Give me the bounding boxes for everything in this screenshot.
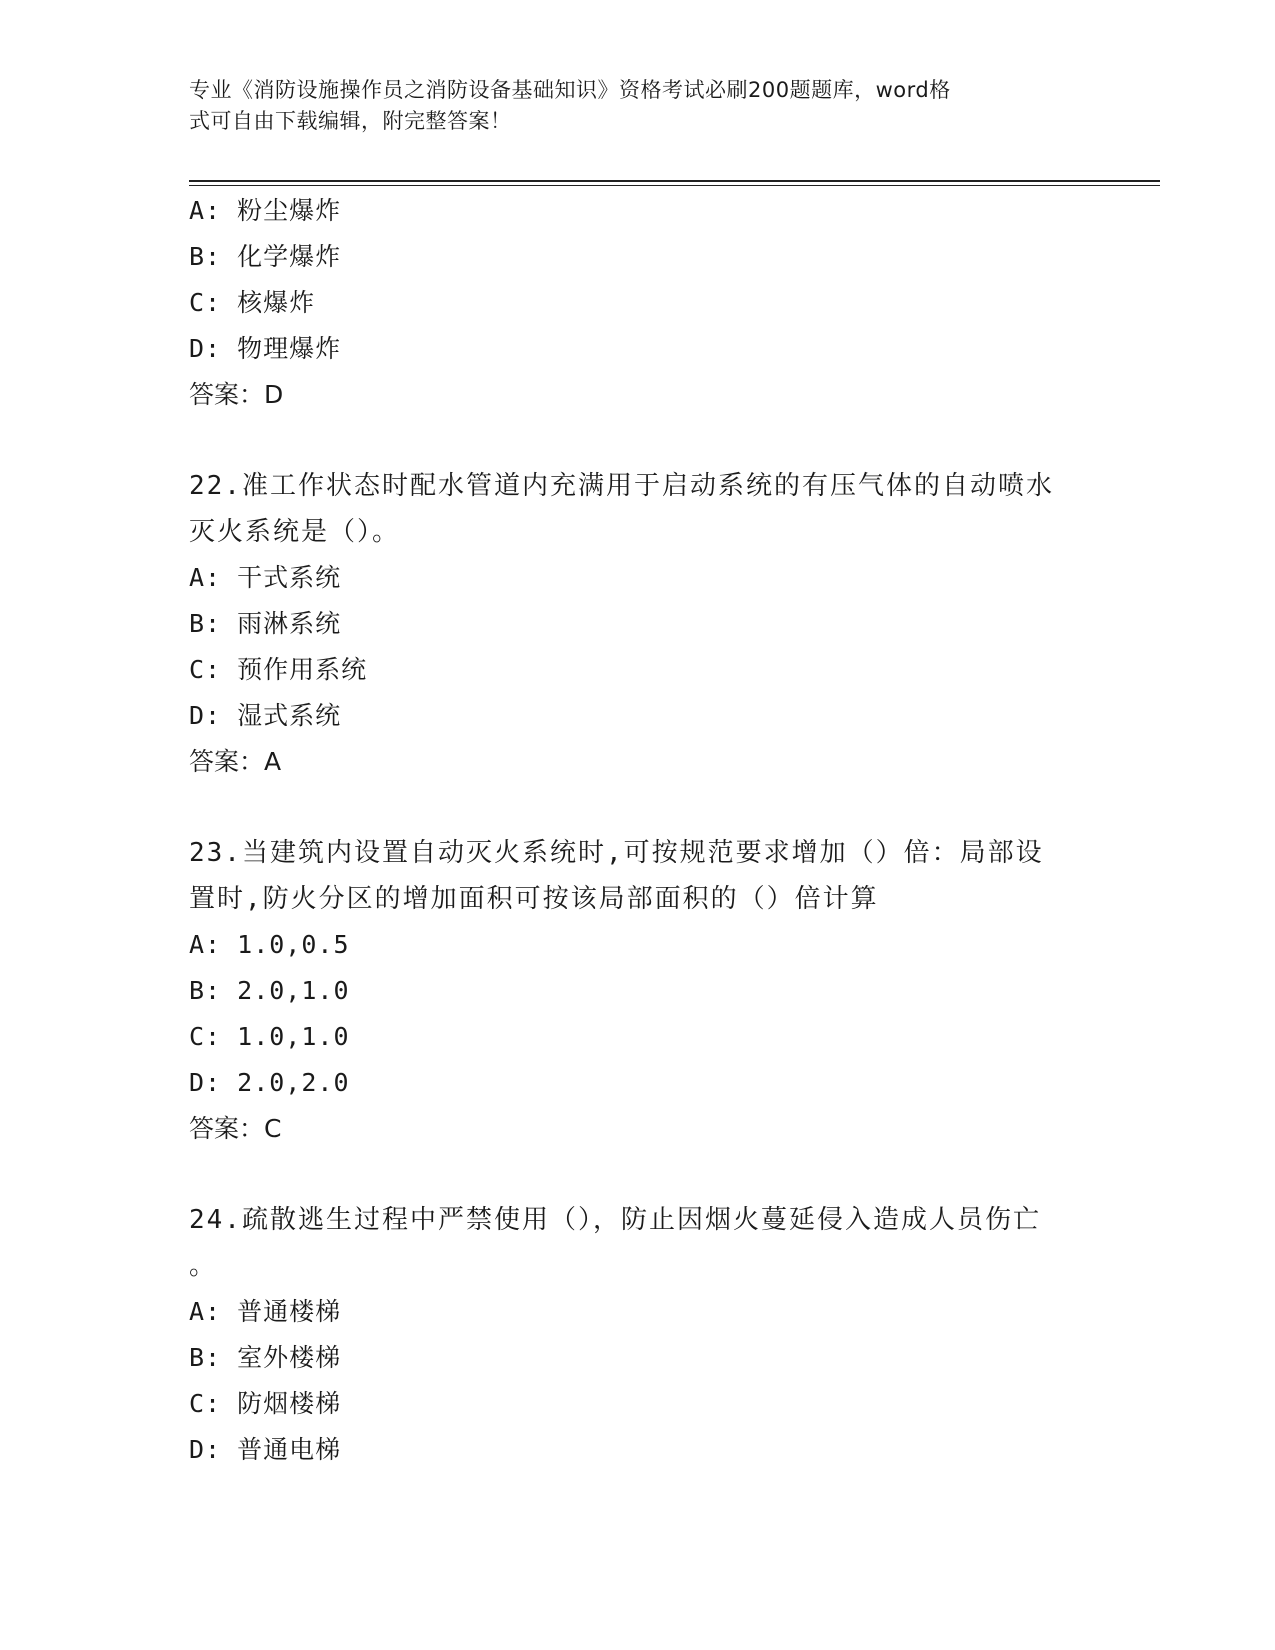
header-line-2: 式可自由下载编辑，附完整答案！ bbox=[189, 109, 512, 133]
question-24-block bbox=[189, 1197, 1109, 1473]
question-stem-line-2: 灭火系统是（）。 bbox=[189, 517, 401, 547]
answer-line: 答案：D bbox=[189, 380, 284, 409]
question-stem-line-2: 置时,防火分区的增加面积可按该局部面积的（）倍计算 bbox=[189, 884, 879, 914]
option-c: C: 防烟楼梯 bbox=[189, 1389, 342, 1418]
answer-line: 答案：A bbox=[189, 747, 282, 776]
option-a: A: 干式系统 bbox=[189, 563, 342, 592]
question-23-block bbox=[189, 830, 1109, 1152]
header-line-1: 专业《消防设施操作员之消防设备基础知识》资格考试必刷200题题库，word格 bbox=[189, 78, 951, 102]
option-b: B: 2.0,1.0 bbox=[189, 976, 350, 1005]
option-c: C: 1.0,1.0 bbox=[189, 1022, 350, 1051]
answer-line: 答案：C bbox=[189, 1114, 282, 1143]
header-rule-thin bbox=[189, 185, 1160, 186]
question-gap bbox=[189, 1152, 1109, 1197]
option-b: B: 室外楼梯 bbox=[189, 1343, 342, 1372]
option-b: B: 雨淋系统 bbox=[189, 609, 342, 638]
question-gap bbox=[189, 785, 1109, 830]
option-a: A: 普通楼梯 bbox=[189, 1297, 342, 1326]
question-stem-line-1: 23.当建筑内设置自动灭火系统时,可按规范要求增加（）倍：局部设 bbox=[189, 838, 1044, 868]
question-stem bbox=[189, 1197, 1089, 1289]
option-d: D: 2.0,2.0 bbox=[189, 1068, 350, 1097]
question-21-block bbox=[189, 188, 1109, 418]
question-stem-line-1: 22.准工作状态时配水管道内充满用于启动系统的有压气体的自动喷水 bbox=[189, 471, 1054, 501]
header-rule-thick bbox=[189, 180, 1160, 182]
question-stem bbox=[189, 830, 1089, 922]
option-c: C: 核爆炸 bbox=[189, 288, 316, 317]
question-list bbox=[189, 188, 1109, 1473]
option-d: D: 普通电梯 bbox=[189, 1435, 342, 1464]
option-d: D: 物理爆炸 bbox=[189, 334, 342, 363]
question-stem-line-2: 。 bbox=[189, 1251, 218, 1281]
option-c: C: 预作用系统 bbox=[189, 655, 368, 684]
question-stem bbox=[189, 463, 1089, 555]
question-gap bbox=[189, 418, 1109, 463]
option-d: D: 湿式系统 bbox=[189, 701, 342, 730]
option-b: B: 化学爆炸 bbox=[189, 242, 342, 271]
option-a: A: 粉尘爆炸 bbox=[189, 196, 342, 225]
question-stem-line-1: 24.疏散逃生过程中严禁使用（），防止因烟火蔓延侵入造成人员伤亡 bbox=[189, 1205, 1041, 1235]
document-header bbox=[189, 75, 1069, 137]
option-a: A: 1.0,0.5 bbox=[189, 930, 350, 959]
question-22-block bbox=[189, 463, 1109, 785]
